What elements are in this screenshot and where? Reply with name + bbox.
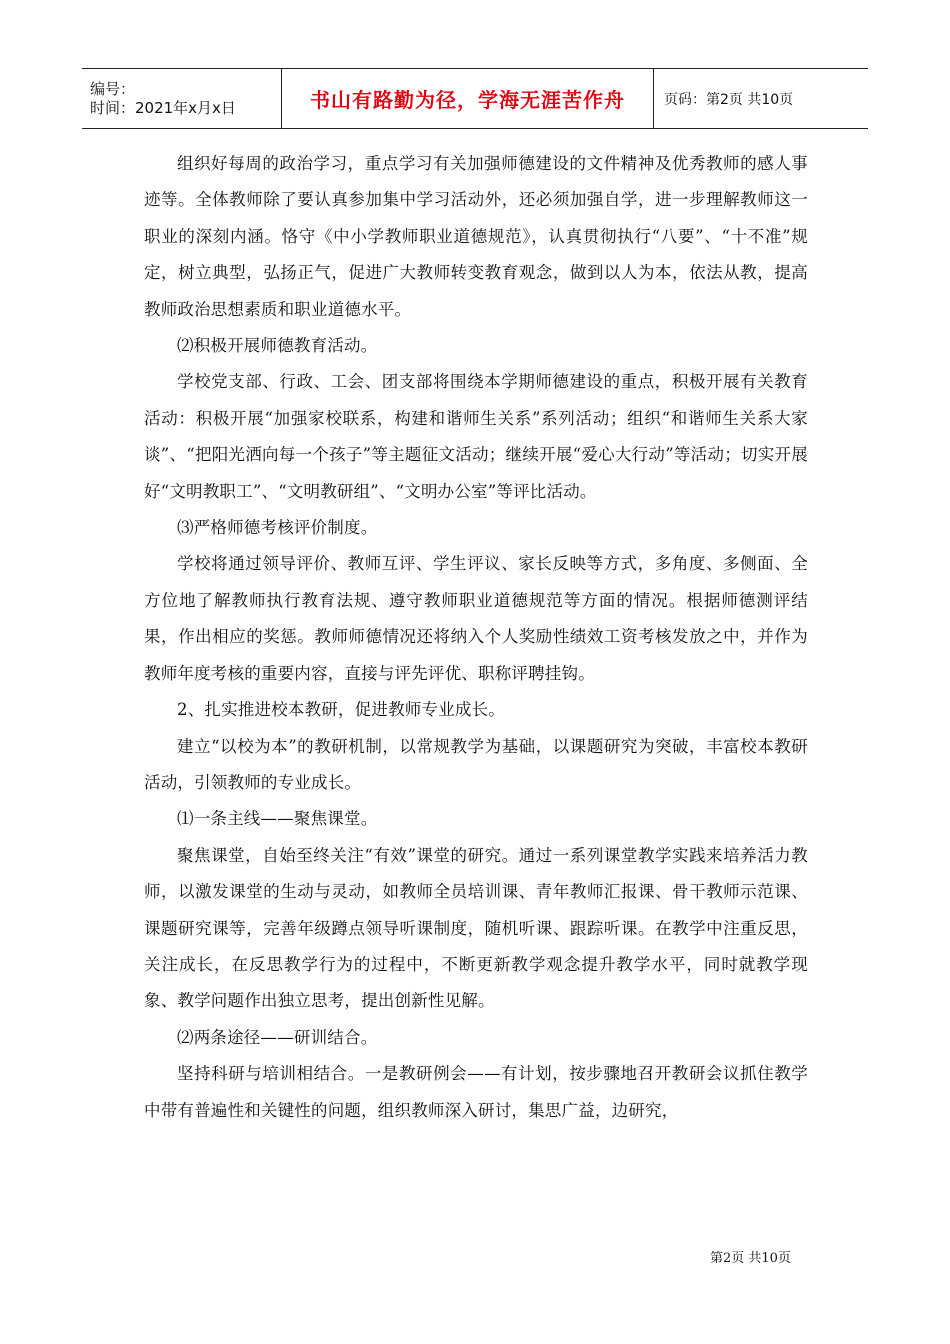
document-body xyxy=(144,146,808,1129)
subheading: ⑴一条主线——聚焦课堂。 xyxy=(177,809,378,829)
document-number-label: 编号： xyxy=(90,79,136,98)
header-motto-cell xyxy=(282,69,654,128)
paragraph: 聚焦课堂，自始至终关注“有效”课堂的研究。通过一系列课堂教学实践来培养活力教师，以激发课堂的生动与灵动，如教师全员培训课、青年教师汇报课、骨干教师示范课、课题研究课等，完善年级蹲点领导听课制度，随机听课、跟踪听课。在教学中注重反思，关注成长，在反思教学行为的过程中，不断更新教学观念提升教学水平，同时就教学现象、教学问题作出独立思考，提出创新性见解。 xyxy=(144,845,808,1011)
paragraph: 建立“以校为本”的教研机制，以常规教学为基础，以课题研究为突破，丰富校本教研活动，引领教师的专业成长。 xyxy=(144,736,808,792)
subheading: ⑵积极开展师德教育活动。 xyxy=(177,336,378,356)
paragraph: 学校党支部、行政、工会、团支部将围绕本学期师德建设的重点，积极开展有关教育活动：积极开展“加强家校联系，构建和谐师生关系”系列活动；组织“和谐师生关系大家谈”、“把阳光洒向每一个孩子”等主题征文活动；继续开展“爱心大行动”等活动；切实开展好“文明教职工”、“文明教研组”、“文明办公室”等评比活动。 xyxy=(144,372,808,501)
paragraph: 坚持科研与培训相结合。一是教研例会——有计划，按步骤地召开教研会议抓住教学中带有普遍性和关键性的问题，组织教师深入研讨，集思广益，边研究， xyxy=(144,1064,808,1120)
header-page-number: 页码：第2页 共10页 xyxy=(664,91,794,108)
paragraph: 组织好每周的政治学习，重点学习有关加强师德建设的文件精神及优秀教师的感人事迹等。全体教师除了要认真参加集中学习活动外，还必须加强自学，进一步理解教师这一职业的深刻内涵。恪守《中小学教师职业道德规范》，认真贯彻执行“八要”、“十不准”规定，树立典型，弘扬正气，促进广大教师转变教育观念，做到以人为本，依法从教，提高教师政治思想素质和职业道德水平。 xyxy=(144,154,808,319)
header-info-cell xyxy=(82,69,282,128)
header-page-cell xyxy=(654,69,868,128)
document-date: 时间：2021年x月x日 xyxy=(90,98,236,117)
footer-page-number: 第2页 共10页 xyxy=(710,1251,791,1266)
header-motto: 书山有路勤为径，学海无涯苦作舟 xyxy=(310,88,625,112)
page-header xyxy=(82,68,868,129)
subheading: ⑶严格师德考核评价制度。 xyxy=(177,518,378,538)
subheading: ⑵两条途径——研训结合。 xyxy=(177,1027,378,1047)
paragraph: 学校将通过领导评价、教师互评、学生评议、家长反映等方式，多角度、多侧面、全方位地了解教师执行教育法规、遵守教师职业道德规范等方面的情况。根据师德测评结果，作出相应的奖惩。教师师德情况还将纳入个人奖励性绩效工资考核发放之中，并作为教师年度考核的重要内容，直接与评先评优、职称评聘挂钩。 xyxy=(144,554,808,683)
page-footer xyxy=(710,1247,791,1266)
section-heading: 2、扎实推进校本教研，促进教师专业成长。 xyxy=(177,700,505,720)
